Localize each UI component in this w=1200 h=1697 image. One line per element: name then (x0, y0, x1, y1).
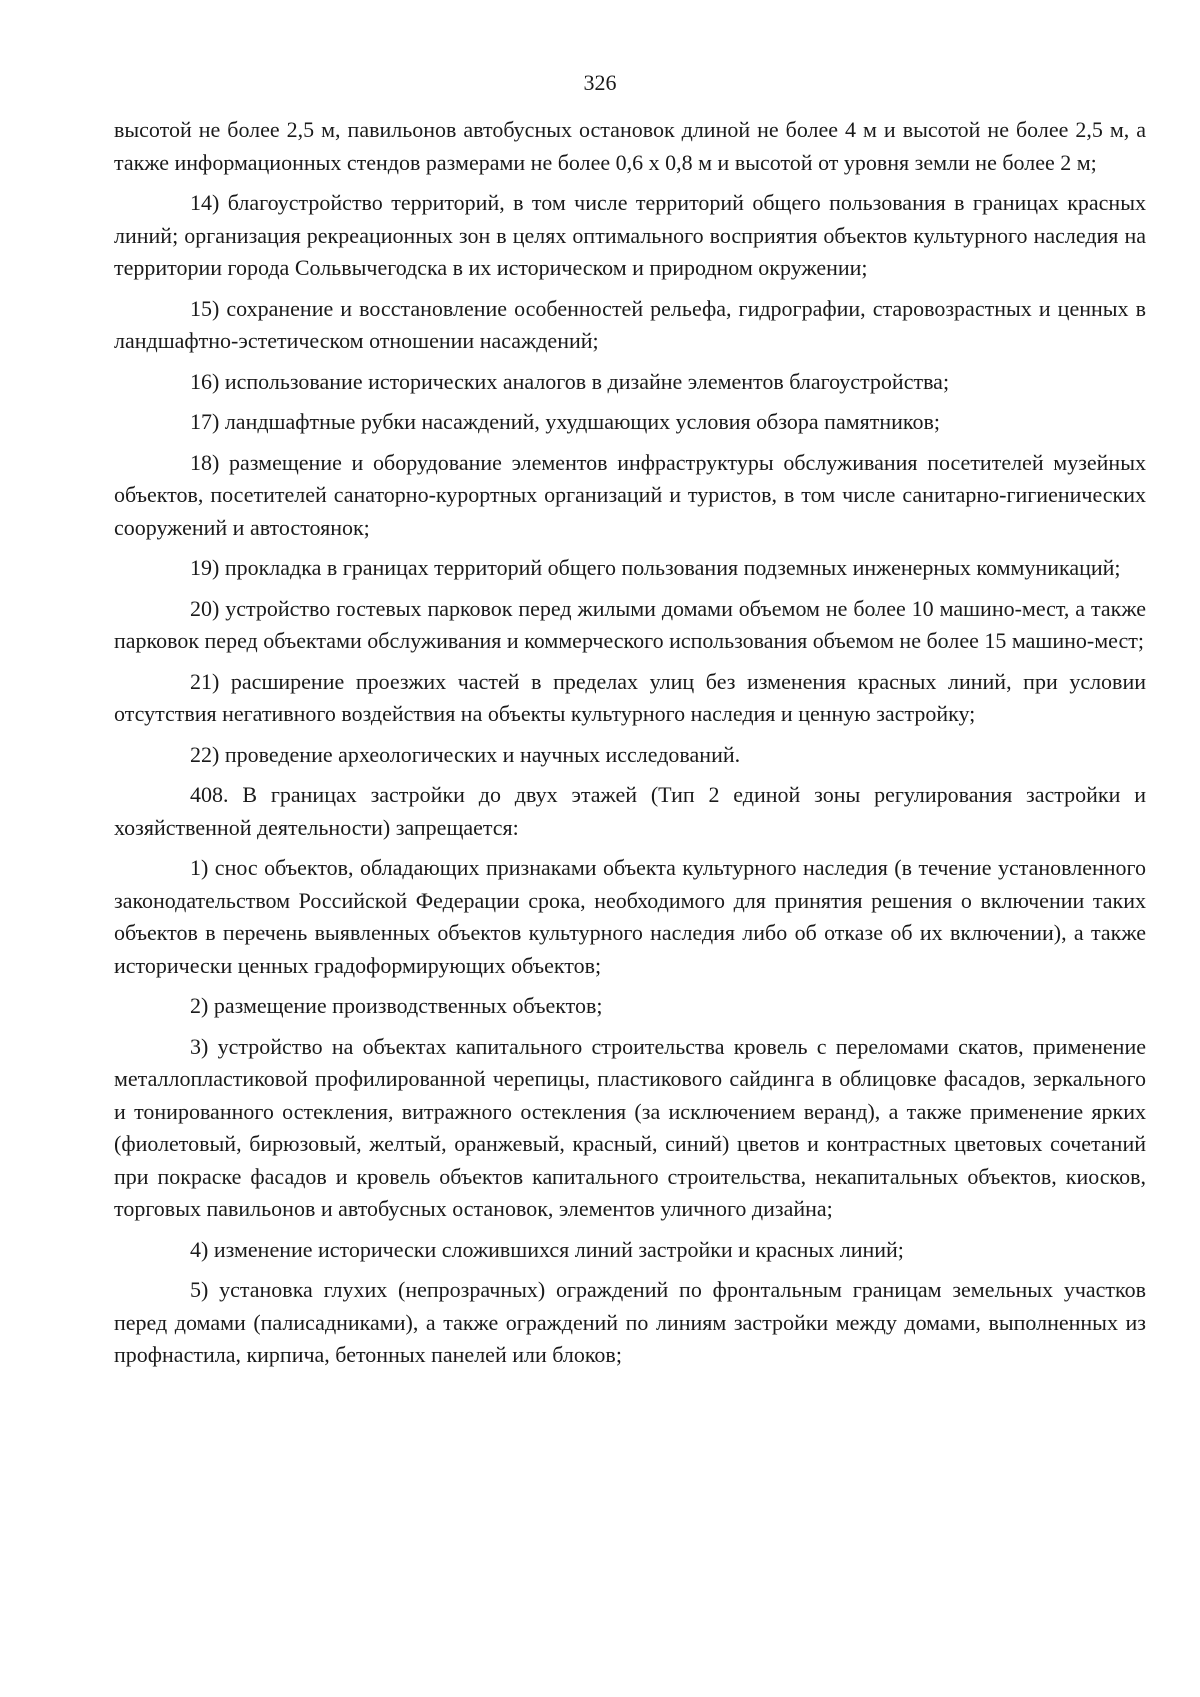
list-item-14: 14) благоустройство территорий, в том числе территорий общего пользования в границах красных линий; организация рекреационных зон в целях оптимального восприятия объектов культурного наследия на территории города Сольвычегодска в их историческом и природном окружении; (114, 190, 1146, 280)
list-item-22: 22) проведение археологических и научных исследований. (190, 741, 741, 767)
document-body (114, 114, 1146, 1380)
list-item-20: 20) устройство гостевых парковок перед жилыми домами объемом не более 10 машино-мест, а также парковок перед объектами обслуживания и коммерческого использования объемом не более 15 машино-мест; (114, 595, 1146, 653)
section-408: 408. В границах застройки до двух этажей (Тип 2 единой зоны регулирования застройки и хозяйственной деятельности) запрещается: (114, 782, 1146, 840)
list-item-15: 15) сохранение и восстановление особенностей рельефа, гидрографии, старовозрастных и ценных в ландшафтно-эстетическом отношении насаждений; (114, 295, 1146, 353)
list-item-16: 16) использование исторических аналогов в дизайне элементов благоустройства; (190, 368, 950, 394)
list-item-18: 18) размещение и оборудование элементов инфраструктуры обслуживания посетителей музейных объектов, посетителей санаторно-курортных организаций и туристов, в том числе санитарно-гигиенических сооружений и автостоянок; (114, 449, 1146, 540)
prohibition-item-3: 3) устройство на объектах капитального строительства кровель с переломами скатов, применение металлопластиковой профилированной черепицы, пластикового сайдинга в облицовке фасадов, зеркального и тонированного остекления, витражного остекления (за исключением веранд), а также применение ярких (фиолетовый, бирюзовый, желтый, оранжевый, красный, синий) цветов и контрастных цветовых сочетаний при покраске фасадов и кровель объектов капитального строительства, некапитальных объектов, киосков, торговых павильонов и автобусных остановок, элементов уличного дизайна; (114, 1033, 1146, 1221)
prohibition-item-5: 5) установка глухих (непрозрачных) ограждений по фронтальным границам земельных участков перед домами (палисадниками), а также ограждений по линиям застройки между домами, выполненных из профнастила, кирпича, бетонных панелей или блоков; (114, 1277, 1146, 1367)
list-item-19: 19) прокладка в границах территорий общего пользования подземных инженерных коммуникаций; (190, 555, 1121, 580)
list-item-17: 17) ландшафтные рубки насаждений, ухудшающих условия обзора памятников; (190, 409, 940, 434)
page-number: 326 (583, 70, 617, 95)
prohibition-item-1: 1) снос объектов, обладающих признаками объекта культурного наследия (в течение установленного законодательством Российской Федерации срока, необходимого для принятия решения о включении таких объектов в перечень выявленных объектов культурного наследия либо об отказе об их включении), а также исторически ценных градоформирующих объектов; (114, 855, 1146, 978)
list-item-21: 21) расширение проезжих частей в пределах улиц без изменения красных линий, при условии отсутствия негативного воздействия на объекты культурного наследия и ценную застройку; (114, 668, 1146, 726)
prohibition-item-4: 4) изменение исторически сложившихся линий застройки и красных линий; (190, 1236, 904, 1262)
prohibition-item-2: 2) размещение производственных объектов; (190, 993, 603, 1018)
paragraph-continuation: высотой не более 2,5 м, павильонов автобусных остановок длиной не более 4 м и высотой не более 2,5 м, а также информационных стендов размерами не более 0,6 х 0,8 м и высотой от уровня земли не более 2 м; (114, 117, 1146, 175)
